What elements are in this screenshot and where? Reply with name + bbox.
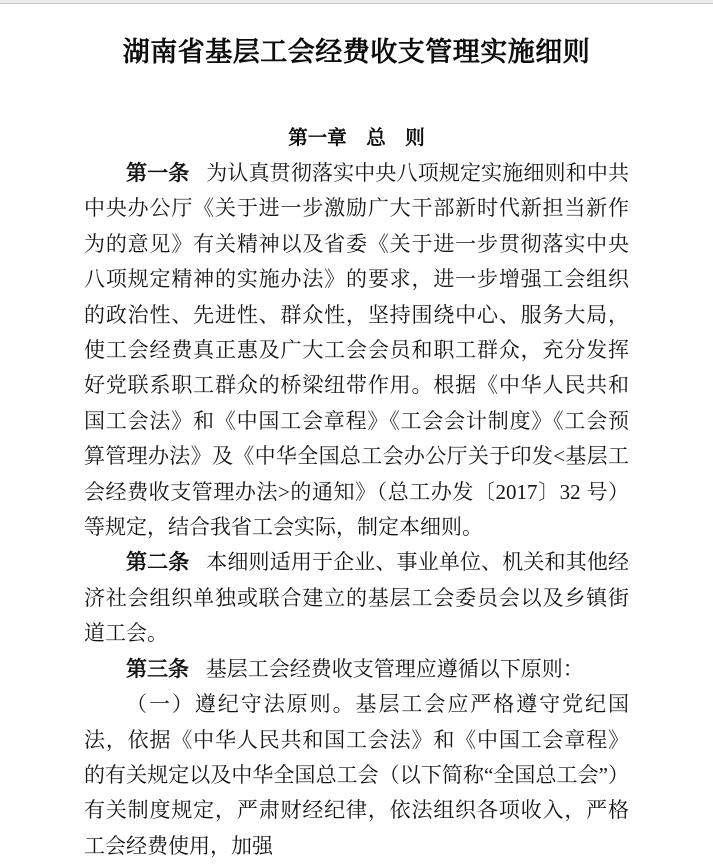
article-1-label: 第一条 xyxy=(126,162,190,185)
article-3-paragraph xyxy=(84,652,629,687)
chapter-heading: 第一章 总 则 xyxy=(288,127,425,149)
window-top-edge xyxy=(0,0,713,4)
clause-1-label: （一） xyxy=(126,692,195,717)
article-2-paragraph xyxy=(84,545,629,651)
document-body xyxy=(84,156,629,864)
clause-1-text: 遵纪守法原则。基层工会应严格遵守党纪国法，依据《中华人民共和国工会法》和《中国工会章程》的有关规定以及中华全国总工会（以下简称“全国总工会”）有关制度规定，严肃财经纪律，依法组织各项收入，严格工会经费使用，加强 xyxy=(84,692,630,858)
article-2-label: 第二条 xyxy=(126,551,190,575)
article-3-text: 基层工会经费收支管理应遵循以下原则： xyxy=(205,656,584,681)
document-page xyxy=(0,33,713,864)
clause-1-paragraph xyxy=(84,687,629,864)
article-3-label: 第三条 xyxy=(126,657,189,681)
article-2-text: 本细则适用于企业、事业单位、机关和其他经济社会组织单独或联合建立的基层工会委员会以及乡镇街道工会。 xyxy=(84,550,629,646)
article-1-text: 为认真贯彻落实中央八项规定实施细则和中共中央办公厅《关于进一步激励广大干部新时代新担当新作为的意见》有关精神以及省委《关于进一步贯彻落实中央八项规定精神的实施办法》的要求，进一步增强工会组织的政治性、先进性、群众性，坚持围绕中心、服务大局，使工会经费真正惠及广大工会会员和职工群众，充分发挥好党联系职工群众的桥梁纽带作用。根据《中华人民共和国工会法》和《中国工会章程》《工会会计制度》《工会预算管理办法》及《中华全国总工会办公厅关于印发<基层工会经费收支管理办法>的通知》（总工办发〔2017〕32 号）等规定，结合我省工会实际，制定本细则。 xyxy=(84,161,629,540)
article-1-paragraph xyxy=(84,156,629,545)
document-title: 湖南省基层工会经费收支管理实施细则 xyxy=(122,37,591,67)
